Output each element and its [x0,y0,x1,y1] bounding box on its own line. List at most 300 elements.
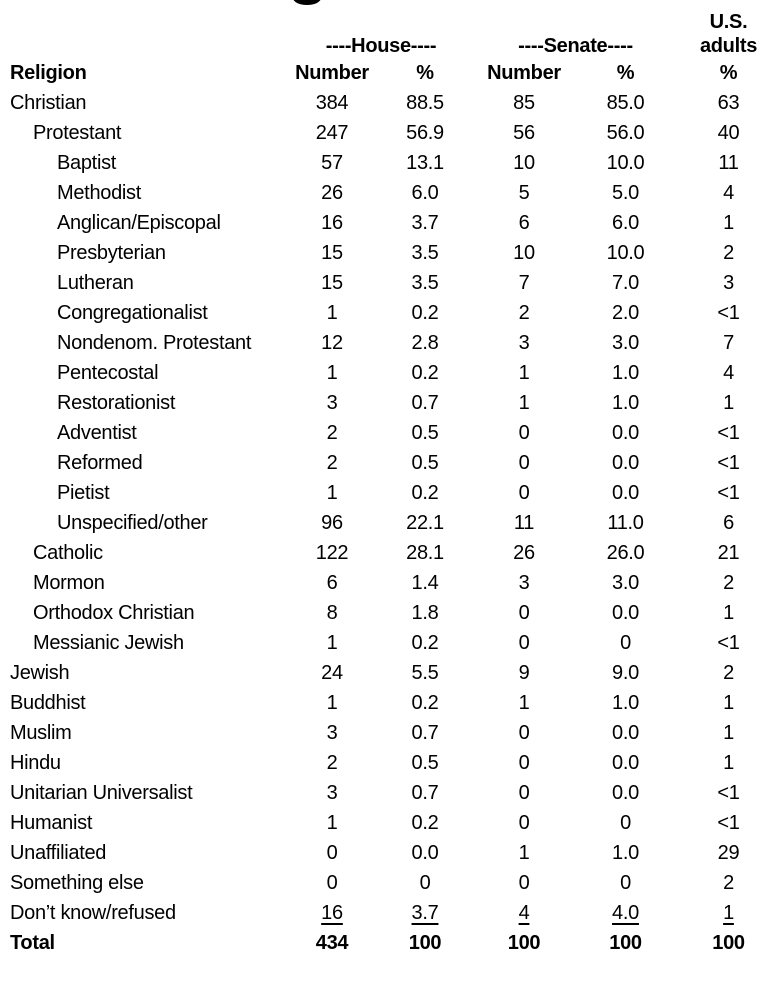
house-pct-value [376,298,474,328]
table-column-headers [0,58,768,88]
cell-value: 0.5 [411,422,439,444]
cell-value: 11.0 [607,512,644,534]
senate-number-value [474,298,574,328]
us-adults-pct-value [677,508,768,538]
us-adults-pct-value [677,868,768,898]
cell-value: 384 [315,92,349,114]
cell-value: 0 [326,872,338,894]
senate-number-value [474,508,574,538]
us-adults-header-line1: U.S. [709,11,748,33]
house-number-column-header: Number [295,62,369,84]
cell-value: 3 [326,722,338,744]
cell-value: 9.0 [612,662,639,684]
table-row [0,778,768,808]
house-pct-value [376,358,474,388]
religion-label: Messianic Jewish [33,632,184,654]
cell-value: 0.5 [411,452,439,474]
cell-value: 1.0 [612,362,639,384]
cell-value: 1.8 [411,602,439,624]
senate-pct-value [574,388,677,418]
cell-value: 3 [326,782,338,804]
table-row [0,598,768,628]
cell-value: 26 [513,542,535,564]
senate-pct-value [574,448,677,478]
cell-value: 0.2 [411,812,439,834]
table-row [0,388,768,418]
senate-pct-value [574,898,677,928]
cell-value: 1 [326,632,338,654]
house-pct-value [376,928,474,958]
senate-pct-value [574,418,677,448]
cell-value: 1.4 [411,572,439,594]
us-adults-pct-value [677,748,768,778]
cell-value: 0.2 [411,482,439,504]
table-row [0,928,768,958]
table-group-header [0,10,768,58]
cell-value: 0.5 [411,752,439,774]
house-pct-value [376,598,474,628]
religion-table [0,10,768,958]
table-row [0,118,768,148]
cell-value: 1 [518,362,530,384]
house-pct-value [376,268,474,298]
house-pct-value [376,448,474,478]
cell-value: 0 [518,452,530,474]
house-pct-value [376,658,474,688]
us-adults-pct-value [677,118,768,148]
cell-value: <1 [717,812,740,834]
religion-label: Total [10,932,55,954]
religion-label: Humanist [10,812,93,834]
house-number-value [288,868,376,898]
house-pct-value [376,538,474,568]
senate-pct-value [574,568,677,598]
table-row [0,868,768,898]
religion-label: Buddhist [10,692,86,714]
house-number-value [288,598,376,628]
house-number-value [288,748,376,778]
cell-value: 96 [321,512,343,534]
cell-value: 5 [518,182,530,204]
cell-value: <1 [717,302,740,324]
table-row [0,538,768,568]
cell-value: 56.0 [606,122,645,144]
cell-value: 4 [723,362,734,384]
cell-value: 0 [518,632,530,654]
cell-value: 10.0 [606,152,645,174]
house-number-value [288,628,376,658]
house-number-value [288,898,376,928]
house-pct-value [376,838,474,868]
us-adults-pct-value [677,298,768,328]
table-row [0,418,768,448]
us-adults-pct-value [677,568,768,598]
cell-value: 0 [518,872,530,894]
cell-value: 0 [326,842,338,864]
table-row [0,448,768,478]
religion-label: Orthodox Christian [33,602,195,624]
house-pct-value [376,178,474,208]
us-adults-pct-value [677,328,768,358]
us-adults-pct-value [677,688,768,718]
house-pct-value [376,478,474,508]
cell-value: 16 [321,902,343,924]
cell-value: 1 [326,812,338,834]
senate-number-value [474,448,574,478]
religion-label: Presbyterian [57,242,166,264]
senate-number-value [474,238,574,268]
senate-pct-value [574,508,677,538]
senate-pct-value [574,658,677,688]
us-adults-pct-value [677,808,768,838]
cell-value: 0.0 [612,452,639,474]
senate-number-value [474,598,574,628]
cell-value: 15 [321,242,343,264]
cell-value: 2 [326,452,338,474]
table-row [0,148,768,178]
religion-label: Methodist [57,182,142,204]
senate-pct-value [574,808,677,838]
cell-value: 3 [723,272,734,294]
house-pct-value [376,508,474,538]
senate-number-value [474,418,574,448]
table-row [0,748,768,778]
house-number-value [288,118,376,148]
senate-pct-value [574,628,677,658]
house-number-value [288,448,376,478]
us-adults-pct-value [677,598,768,628]
cell-value: 0 [620,872,631,894]
cell-value: 4 [723,182,734,204]
house-number-value [288,268,376,298]
table-row [0,838,768,868]
cell-value: 2 [723,572,734,594]
us-adults-pct-value [677,928,768,958]
cell-value: 2.0 [612,302,639,324]
cell-value: 1.0 [612,392,639,414]
religion-label: Reformed [57,452,143,474]
house-number-value [288,418,376,448]
cell-value: 6 [518,212,530,234]
us-adults-pct-value [677,898,768,928]
cell-value: <1 [717,452,740,474]
senate-pct-value [574,88,677,118]
religion-label: Unaffiliated [10,842,107,864]
cell-value: 6.0 [612,212,639,234]
religion-label: Pietist [57,482,110,504]
religion-label: Baptist [57,152,117,174]
senate-number-value [474,868,574,898]
cell-value: 1.0 [612,842,639,864]
table-row [0,478,768,508]
senate-pct-value [574,778,677,808]
cell-value: 3.5 [411,272,439,294]
table-row [0,88,768,118]
us-adults-header-line2: adults [699,35,758,57]
senate-pct-value [574,208,677,238]
cell-value: 13.1 [406,152,444,174]
senate-number-column-header: Number [487,62,561,84]
cell-value: 7 [723,332,734,354]
cell-value: 22.1 [406,512,444,534]
us-adults-pct-value [677,418,768,448]
us-adults-pct-column-header: % [719,62,738,84]
us-adults-pct-value [677,178,768,208]
cell-value: 57 [321,152,343,174]
cell-value: 0.2 [411,362,439,384]
senate-pct-value [574,748,677,778]
religion-label: Unspecified/other [57,512,208,534]
cell-value: 0 [518,752,530,774]
table-row [0,658,768,688]
table-row [0,808,768,838]
cell-value: 0 [518,482,530,504]
religion-label: Jewish [10,662,70,684]
house-number-value [288,838,376,868]
cell-value: 0 [620,632,631,654]
cell-value: 0 [620,812,631,834]
cell-value: 0 [518,782,530,804]
house-number-value [288,148,376,178]
religion-label: Adventist [57,422,137,444]
cell-value: 100 [507,932,541,954]
house-pct-value [376,808,474,838]
house-number-value [288,718,376,748]
cell-value: 1 [723,902,734,924]
us-adults-pct-value [677,448,768,478]
cell-value: 5.5 [411,662,439,684]
cell-value: 0.0 [612,722,639,744]
cell-value: 3.0 [612,332,639,354]
cell-value: 56.9 [406,122,444,144]
cell-value: 3.7 [411,212,439,234]
us-adults-pct-value [677,478,768,508]
cell-value: 26.0 [606,542,645,564]
cell-value: 0.7 [411,722,439,744]
cell-value: 100 [609,932,642,954]
cropped-title-glyph [293,0,321,5]
religion-label: Hindu [10,752,61,774]
senate-pct-value [574,688,677,718]
cell-value: 4 [518,902,530,924]
table-row [0,238,768,268]
cell-value: 6.0 [411,182,439,204]
house-pct-value [376,118,474,148]
us-adults-pct-value [677,148,768,178]
religion-label: Nondenom. Protestant [57,332,252,354]
cell-value: 2 [723,662,734,684]
house-pct-value [376,628,474,658]
cell-value: 0.7 [411,392,439,414]
house-number-value [288,88,376,118]
cell-value: 5.0 [612,182,639,204]
senate-number-value [474,688,574,718]
religion-label: Unitarian Universalist [10,782,193,804]
cell-value: 0.0 [612,422,639,444]
cell-value: 7 [518,272,530,294]
religion-label: Pentecostal [57,362,159,384]
cell-value: 1 [723,722,734,744]
house-number-value [288,928,376,958]
cell-value: 40 [717,122,740,144]
religion-label: Muslim [10,722,72,744]
cell-value: 1 [723,212,734,234]
us-adults-pct-value [677,628,768,658]
cell-value: 63 [717,92,740,114]
us-adults-pct-value [677,538,768,568]
us-adults-pct-value [677,88,768,118]
senate-pct-value [574,298,677,328]
cell-value: 100 [712,932,745,954]
cell-value: 21 [717,542,740,564]
cell-value: 434 [315,932,349,954]
house-pct-value [376,868,474,898]
house-number-value [288,778,376,808]
cell-value: 122 [315,542,349,564]
senate-pct-value [574,118,677,148]
house-pct-value [376,328,474,358]
religion-label: Anglican/Episcopal [57,212,221,234]
senate-number-value [474,268,574,298]
cell-value: 15 [321,272,343,294]
house-number-value [288,688,376,718]
religion-label: Christian [10,92,87,114]
cell-value: <1 [717,782,740,804]
cell-value: 8 [326,602,338,624]
house-number-value [288,238,376,268]
cell-value: 0.0 [612,752,639,774]
cell-value: 0.2 [411,632,439,654]
cell-value: 0.2 [411,692,439,714]
cell-value: 0 [419,872,431,894]
cell-value: 2 [326,752,338,774]
senate-pct-value [574,598,677,628]
senate-number-value [474,928,574,958]
senate-pct-value [574,268,677,298]
house-pct-value [376,238,474,268]
senate-number-value [474,148,574,178]
house-pct-value [376,388,474,418]
senate-number-value [474,658,574,688]
cell-value: 3 [518,572,530,594]
cell-value: 0.7 [411,782,439,804]
senate-number-value [474,178,574,208]
cell-value: 1 [723,602,734,624]
table-row [0,898,768,928]
cell-value: <1 [717,422,740,444]
us-adults-pct-value [677,208,768,238]
religion-label: Don’t know/refused [10,902,176,924]
us-adults-pct-value [677,778,768,808]
cell-value: 1 [326,692,338,714]
cell-value: 3.5 [411,242,439,264]
senate-number-value [474,118,574,148]
cell-value: 1 [723,692,734,714]
us-adults-pct-value [677,658,768,688]
religion-label: Mormon [33,572,105,594]
senate-number-value [474,628,574,658]
house-pct-value [376,88,474,118]
house-pct-value [376,418,474,448]
house-number-value [288,658,376,688]
us-adults-pct-value [677,718,768,748]
cell-value: 2 [723,872,734,894]
cell-value: 16 [321,212,343,234]
senate-number-value [474,478,574,508]
table-row [0,508,768,538]
house-pct-value [376,568,474,598]
senate-pct-value [574,538,677,568]
cell-value: 6 [326,572,338,594]
senate-pct-value [574,718,677,748]
cell-value: <1 [717,482,740,504]
house-pct-value [376,148,474,178]
cell-value: 1 [518,392,530,414]
cell-value: 2 [326,422,338,444]
house-pct-value [376,898,474,928]
cell-value: 1 [326,362,338,384]
house-number-value [288,298,376,328]
cell-value: 88.5 [406,92,444,114]
us-adults-pct-value [677,388,768,418]
cell-value: 11 [513,512,535,534]
cell-value: 56 [513,122,535,144]
cell-value: 2 [518,302,530,324]
house-pct-column-header: % [416,62,434,84]
cell-value: 1 [518,692,530,714]
house-pct-value [376,688,474,718]
religion-label: Restorationist [57,392,176,414]
table-row [0,208,768,238]
house-pct-value [376,748,474,778]
cell-value: 26 [321,182,343,204]
table-body [0,88,768,958]
senate-number-value [474,808,574,838]
cell-value: 247 [315,122,349,144]
house-number-value [288,568,376,598]
senate-number-value [474,838,574,868]
cell-value: 1 [723,752,734,774]
senate-number-value [474,388,574,418]
cell-value: 85.0 [606,92,645,114]
cell-value: 3 [326,392,338,414]
us-adults-pct-value [677,358,768,388]
table-row [0,718,768,748]
senate-pct-value [574,178,677,208]
senate-pct-value [574,358,677,388]
house-number-value [288,538,376,568]
senate-number-value [474,898,574,928]
cell-value: 1 [326,482,338,504]
senate-number-value [474,88,574,118]
religion-label: Something else [10,872,144,894]
table-row [0,178,768,208]
senate-pct-column-header: % [616,62,635,84]
cell-value: 0.0 [612,782,639,804]
cell-value: 1 [518,842,530,864]
house-number-value [288,478,376,508]
cell-value: 2 [723,242,734,264]
senate-number-value [474,538,574,568]
cell-value: 0 [518,602,530,624]
senate-pct-value [574,928,677,958]
senate-pct-value [574,328,677,358]
senate-number-value [474,328,574,358]
house-number-value [288,208,376,238]
religion-label: Catholic [33,542,103,564]
cell-value: 24 [321,662,343,684]
table-row [0,358,768,388]
